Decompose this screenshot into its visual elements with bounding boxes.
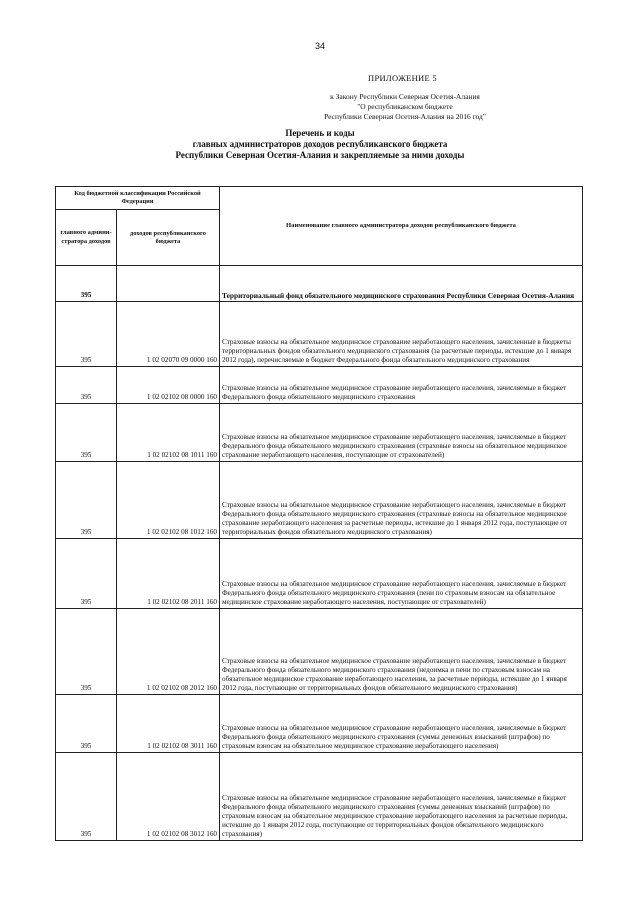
header-income-code: доходов республиканского бюджета <box>117 210 220 266</box>
row-admin-code: 395 <box>56 695 117 753</box>
row-name: Страховые взносы на обязательное медицинское страхование неработающего населения, зачисляемые в бюджет Федерального фонда обязательного медицинского страхования (суммы денежных взысканий (штрафов) по страховым взносам на обязательное медицинское страхование неработающего населения за расчетные периоды, истекшие до 1 января 2012 года, поступающие от территориальных фондов обязательного медицинского страхования) <box>220 753 583 841</box>
row-income-code: 1 02 02102 08 2011 160 <box>117 539 220 609</box>
table-body <box>56 266 583 841</box>
row-admin-code: 395 <box>56 753 117 841</box>
codes-table <box>55 186 583 841</box>
table-row <box>56 753 583 841</box>
row-income-code: 1 02 02070 09 0000 160 <box>117 302 220 367</box>
table-row <box>56 367 583 404</box>
row-admin-code: 395 <box>56 539 117 609</box>
appendix-title: ПРИЛОЖЕНИЕ 5 <box>368 73 437 83</box>
document-title-line: Республики Северная Осетия-Алания и закрепляемые за ними доходы <box>175 150 465 160</box>
row-name: Территориальный фонд обязательного медицинского страхования Республики Северная Осетия-Алания <box>220 266 583 302</box>
table-row <box>56 609 583 695</box>
table-row <box>56 302 583 367</box>
page-number: 34 <box>314 41 325 51</box>
row-income-code <box>117 266 220 302</box>
row-name: Страховые взносы на обязательное медицинское страхование неработающего населения, зачисляемые в бюджет Федерального фонда обязательного медицинского страхования <box>220 367 583 404</box>
row-name: Страховые взносы на обязательное медицинское страхование неработающего населения, зачисляемые в бюджет Федерального фонда обязательного медицинского страхования (страховые взносы на обязательное медицинское страхование неработающего населения за расчетные периоды, истекшие до 1 января 2012 года, поступающие от территориальных фондов обязательного медицинского страхования) <box>220 462 583 539</box>
header-name: Наименование главного администратора доходов республиканского бюджета <box>220 187 583 266</box>
row-income-code: 1 02 02102 08 0000 160 <box>117 367 220 404</box>
row-admin-code: 395 <box>56 302 117 367</box>
row-name: Страховые взносы на обязательное медицинское страхование неработающего населения, зачисляемые в бюджет Федерального фонда обязательного медицинского страхования (пени по страховым взносам на обязательное медицинское страхование неработающего населения, поступающие от страхователей) <box>220 539 583 609</box>
law-reference-line: к Закону Республики Северная Осетия-Алания <box>330 92 480 101</box>
row-name: Страховые взносы на обязательное медицинское страхование неработающего населения, зачисляемые в бюджет Федерального фонда обязательного медицинского страхования (недоимка и пени по страховым взносам на обязательное медицинское страхование неработающего населения, за расчетные периоды, истекшие до 1 января 2012 года, поступающие от территориальных фондов обязательного медицинского страхования) <box>220 609 583 695</box>
row-income-code: 1 02 02102 08 3012 160 <box>117 753 220 841</box>
row-name: Страховые взносы на обязательное медицинское страхование неработающего населения, зачисляемые в бюджет Федерального фонда обязательного медицинского страхования (страховые взносы на обязательное медицинское страхование неработающего населения, поступающие от страхователей) <box>220 404 583 462</box>
row-name: Страховые взносы на обязательное медицинское страхование неработающего населения, зачисляемые в бюджет Федерального фонда обязательного медицинского страхования (суммы денежных взысканий (штрафов) по страховым взносам на обязательное медицинское страхование неработающего населения) <box>220 695 583 753</box>
row-admin-code: 395 <box>56 266 117 302</box>
row-income-code: 1 02 02102 08 1012 160 <box>117 462 220 539</box>
document-title <box>0 128 640 161</box>
row-admin-code: 395 <box>56 462 117 539</box>
document-title-line: главных администраторов доходов республиканского бюджета <box>192 139 448 149</box>
header-classification: Код бюджетной классификации Российской Федерации <box>56 187 220 210</box>
law-reference-line: Республики Северная Осетия-Алания на 2016 год" <box>324 112 486 121</box>
row-income-code: 1 02 02102 08 3011 160 <box>117 695 220 753</box>
header-admin-code: главного админи-стратора доходов <box>56 210 117 266</box>
row-admin-code: 395 <box>56 609 117 695</box>
row-admin-code: 395 <box>56 367 117 404</box>
row-admin-code: 395 <box>56 404 117 462</box>
table-row <box>56 695 583 753</box>
table-row <box>56 539 583 609</box>
document-title-line: Перечень и коды <box>285 128 355 138</box>
law-reference-line: "О республиканском бюджете <box>357 102 453 111</box>
law-reference <box>300 92 510 122</box>
table-row <box>56 462 583 539</box>
row-income-code: 1 02 02102 08 1011 160 <box>117 404 220 462</box>
row-name: Страховые взносы на обязательное медицинское страхование неработающего населения, зачисленные в бюджеты территориальных фондов обязательного медицинского страхования (за расчетные периоды, истекшие до 1 января 2012 года), перечисляемые в бюджет Федерального фонда обязательного медицинского страхования <box>220 302 583 367</box>
table-row <box>56 404 583 462</box>
table-row <box>56 266 583 302</box>
row-income-code: 1 02 02102 08 2012 160 <box>117 609 220 695</box>
